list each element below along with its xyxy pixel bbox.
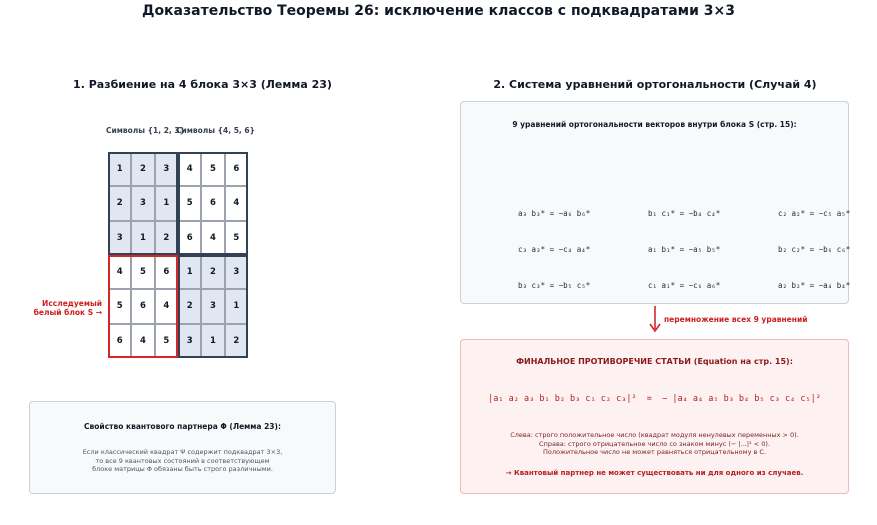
final-contradiction-box bbox=[460, 339, 849, 494]
final-box-title: ФИНАЛЬНОЕ ПРОТИВОРЕЧИЕ СТАТЬИ (Equation на стр. 15): bbox=[516, 357, 793, 366]
grid-cell: 5 bbox=[155, 324, 178, 358]
block-top-right bbox=[178, 152, 248, 255]
grid-cell: 4 bbox=[131, 324, 154, 358]
equation: b₁ c₁* = −b₄ c₄* bbox=[648, 209, 721, 218]
equations-column-3 bbox=[778, 184, 850, 316]
equations-column-2 bbox=[648, 184, 720, 316]
symbols-left-label: Символы {1, 2, 3} bbox=[106, 126, 185, 135]
property-box-title: Свойство квантового партнера Φ (Лемма 23): bbox=[84, 422, 281, 431]
grid-cell: 5 bbox=[201, 152, 224, 186]
final-equation: |a₁ a₂ a₃ b₁ b₂ b₃ c₁ c₂ c₃|² = − |a₄ a₄ a₅ b₃ b₄ b₅ c₃ c₄ c₅|² bbox=[488, 394, 821, 404]
equation: b₃ c₃* = −b₅ c₅* bbox=[518, 281, 591, 290]
property-line-2: то все 9 квантовых состояний в соответствующем bbox=[95, 456, 270, 465]
explanation-line-2: Справа: строго отрицательное число со знаком минус (− |...|² < 0). bbox=[539, 439, 770, 448]
grid-cell: 2 bbox=[178, 289, 201, 323]
grid-cell: 1 bbox=[225, 289, 248, 323]
equation: c₁ a₁* = −c₆ a₆* bbox=[648, 281, 721, 290]
grid-cell: 4 bbox=[155, 289, 178, 323]
grid-cell: 3 bbox=[178, 324, 201, 358]
symbols-right-label: Символы {4, 5, 6} bbox=[176, 126, 255, 135]
grid-cell: 6 bbox=[131, 289, 154, 323]
grid-cell: 2 bbox=[155, 221, 178, 255]
block-s-highlight bbox=[108, 255, 178, 358]
property-line-3: блоке матрицы Φ обязаны быть строго различными. bbox=[92, 465, 273, 473]
block-s-note-line2: белый блок S → bbox=[33, 308, 102, 317]
grid-cell: 4 bbox=[178, 152, 201, 186]
grid-cell: 2 bbox=[131, 152, 154, 186]
final-explanation bbox=[461, 431, 848, 457]
equation: b₂ c₂* = −b₆ c₆* bbox=[778, 245, 851, 254]
grid-cell: 2 bbox=[108, 186, 131, 220]
grid-cell: 2 bbox=[225, 324, 248, 358]
equation: c₂ a₂* = −c₅ a₅* bbox=[778, 209, 851, 218]
grid-cell: 1 bbox=[178, 255, 201, 289]
explanation-line-3: Положительное число не может равняться отрицательному в C. bbox=[543, 448, 766, 456]
right-section-title: 2. Система уравнений ортогональности (Случай 4) bbox=[493, 78, 817, 91]
grid-cell: 5 bbox=[225, 221, 248, 255]
grid-cell: 1 bbox=[155, 186, 178, 220]
equation: a₁ b₁* = −a₅ b₅* bbox=[648, 245, 721, 254]
equation: a₂ b₂* = −a₄ b₄* bbox=[778, 281, 851, 290]
grid-cell: 4 bbox=[201, 221, 224, 255]
grid-cell: 5 bbox=[108, 289, 131, 323]
grid-cell: 2 bbox=[201, 255, 224, 289]
grid-cell: 1 bbox=[108, 152, 131, 186]
grid-cell: 6 bbox=[201, 186, 224, 220]
arrow-label: перемножение всех 9 уравнений bbox=[664, 315, 808, 324]
left-section-title: 1. Разбиение на 4 блока 3×3 (Лемма 23) bbox=[73, 78, 332, 91]
explanation-line-1: Слева: строго положительное число (квадрат модуля ненулевых переменных > 0). bbox=[510, 431, 799, 439]
grid-cell: 4 bbox=[108, 255, 131, 289]
final-conclusion: → Квантовый партнер не может существовать ни для одного из случаев. bbox=[505, 469, 804, 477]
block-top-left bbox=[108, 152, 178, 255]
grid-cell: 5 bbox=[178, 186, 201, 220]
orthogonality-equations-box bbox=[460, 101, 849, 304]
grid-cell: 3 bbox=[108, 221, 131, 255]
equation: a₃ b₃* = −a₆ b₆* bbox=[518, 209, 591, 218]
grid-cell: 4 bbox=[225, 186, 248, 220]
grid-cell: 6 bbox=[178, 221, 201, 255]
down-arrow-icon bbox=[648, 305, 662, 335]
block-s-note bbox=[24, 299, 102, 317]
grid-cell: 1 bbox=[201, 324, 224, 358]
block-bottom-right bbox=[178, 255, 248, 358]
equation: c₃ a₃* = −c₄ a₄* bbox=[518, 245, 591, 254]
grid-cell: 3 bbox=[225, 255, 248, 289]
grid-cell: 3 bbox=[155, 152, 178, 186]
grid-cell: 6 bbox=[108, 324, 131, 358]
latin-square-grid bbox=[108, 152, 248, 358]
grid-cell: 1 bbox=[131, 221, 154, 255]
quantum-partner-property-box bbox=[29, 401, 336, 494]
grid-cell: 6 bbox=[155, 255, 178, 289]
grid-cell: 5 bbox=[131, 255, 154, 289]
property-line-1: Если классический квадрат Ψ содержит подквадрат 3×3, bbox=[82, 448, 283, 456]
grid-cell: 3 bbox=[131, 186, 154, 220]
grid-cell: 3 bbox=[201, 289, 224, 323]
equations-box-title: 9 уравнений ортогональности векторов внутри блока S (стр. 15): bbox=[512, 120, 797, 129]
page-title: Доказательство Теоремы 26: исключение классов с подквадратами 3×3 bbox=[141, 3, 736, 19]
equations-column-1 bbox=[518, 184, 590, 316]
grid-cell: 6 bbox=[225, 152, 248, 186]
property-box-text bbox=[30, 448, 335, 474]
block-s-note-line1: Исследуемый bbox=[42, 299, 102, 308]
